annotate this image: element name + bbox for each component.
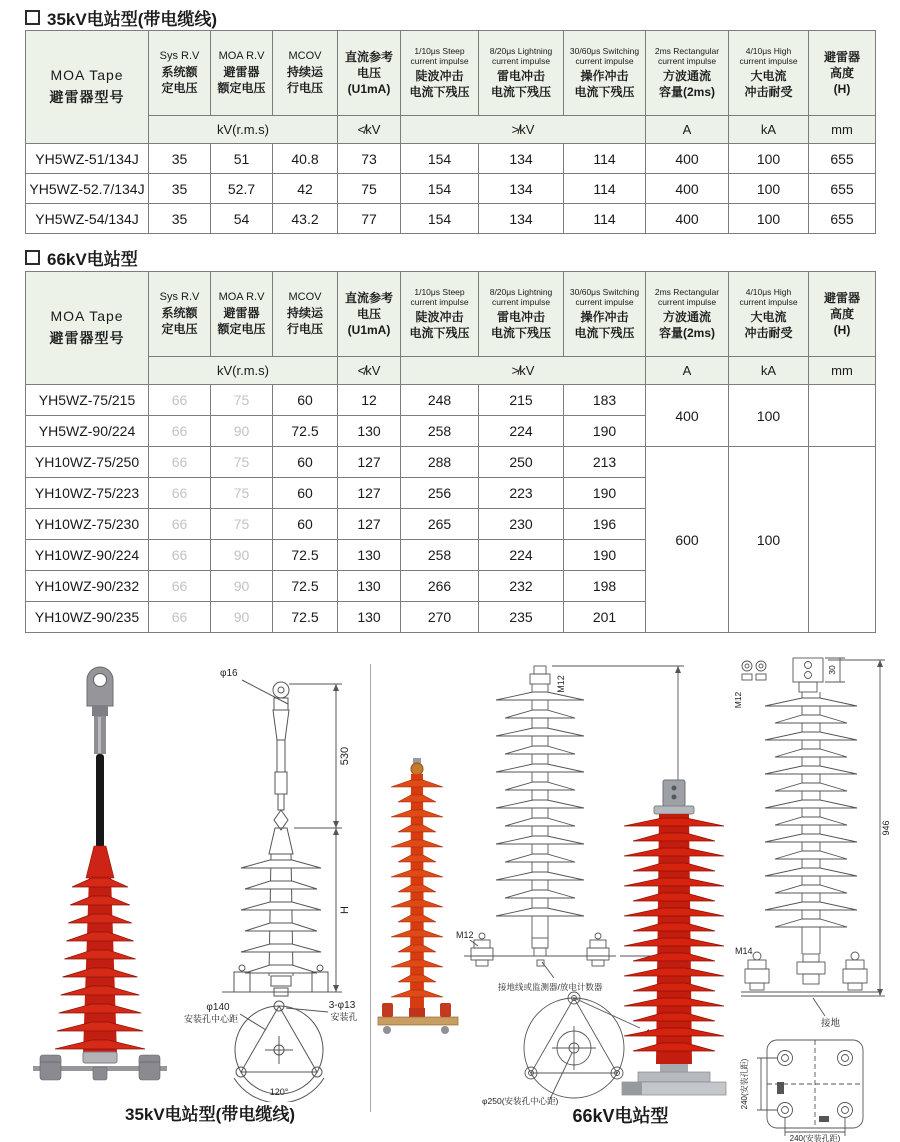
cell-value: 232 bbox=[479, 571, 564, 602]
cell-value: 66 bbox=[149, 540, 211, 571]
cell-value: 190 bbox=[564, 478, 646, 509]
cell-value: 400 bbox=[646, 174, 729, 204]
cell-value bbox=[809, 447, 876, 633]
header-cell: 4/10μs High current impulse 大电流 冲击耐受 bbox=[729, 272, 809, 357]
cell-value: 235 bbox=[479, 602, 564, 633]
cell-value: 655 bbox=[809, 144, 876, 174]
cell-value: 60 bbox=[273, 385, 338, 416]
header-cell: MOA R.V 避雷器 额定电压 bbox=[211, 272, 273, 357]
header-cell-model: MOA Tape 避雷器型号 bbox=[26, 272, 149, 385]
dim-m12-base-label: M12 bbox=[456, 930, 474, 940]
table-66kv bbox=[25, 271, 876, 633]
dim-phi140-label: φ140 bbox=[206, 1002, 230, 1013]
cell-value: 655 bbox=[809, 204, 876, 234]
cell-value: 43.2 bbox=[273, 204, 338, 234]
header-cell: Sys R.V 系统额 定电压 bbox=[149, 31, 211, 116]
drawings-section bbox=[0, 650, 900, 1142]
cell-value: 72.5 bbox=[273, 416, 338, 447]
cell-value: 60 bbox=[273, 509, 338, 540]
unit-cell: mm bbox=[809, 357, 876, 385]
cell-value: 35 bbox=[149, 144, 211, 174]
cell-value: 66 bbox=[149, 509, 211, 540]
header-cell: 避雷器 高度 (H) bbox=[809, 31, 876, 116]
header-cell: 避雷器 高度 (H) bbox=[809, 272, 876, 357]
header-cell: 8/20μs Lightning current impulse 雷电冲击 电流下残压 bbox=[479, 272, 564, 357]
cell-value: 66 bbox=[149, 447, 211, 478]
cell-value: 72.5 bbox=[273, 540, 338, 571]
cell-value: 75 bbox=[338, 174, 401, 204]
cell-value: 60 bbox=[273, 478, 338, 509]
dim-phi250-label: φ250(安装孔中心距) bbox=[482, 1096, 559, 1106]
header-cell: 直流参考 电压 (U1mA) bbox=[338, 31, 401, 116]
cell-value: 190 bbox=[564, 416, 646, 447]
cell-value: 400 bbox=[646, 385, 729, 447]
cell-value: 154 bbox=[401, 204, 479, 234]
unit-cell: A bbox=[646, 357, 729, 385]
cell-value: 230 bbox=[479, 509, 564, 540]
cell-value: 75 bbox=[211, 509, 273, 540]
cell-model: YH10WZ-75/223 bbox=[26, 478, 149, 509]
cell-value: 154 bbox=[401, 144, 479, 174]
cell-value: 100 bbox=[729, 204, 809, 234]
cell-value: 265 bbox=[401, 509, 479, 540]
cell-value: 66 bbox=[149, 385, 211, 416]
cell-value: 66 bbox=[149, 571, 211, 602]
header-cell: 1/10μs Steep current impulse 陡波冲击 电流下残压 bbox=[401, 31, 479, 116]
cell-model: YH5WZ-54/134J bbox=[26, 204, 149, 234]
caption-66kv: 66kV电站型 bbox=[572, 1106, 669, 1126]
cell-value: 213 bbox=[564, 447, 646, 478]
cell-model: YH5WZ-75/215 bbox=[26, 385, 149, 416]
cell-value: 90 bbox=[211, 540, 273, 571]
square-bullet-icon bbox=[25, 250, 40, 265]
cell-value: 90 bbox=[211, 571, 273, 602]
unit-cell: ≯kV bbox=[401, 357, 646, 385]
cell-value: 52.7 bbox=[211, 174, 273, 204]
cell-model: YH10WZ-90/235 bbox=[26, 602, 149, 633]
table-35kv bbox=[25, 30, 876, 234]
cell-value: 90 bbox=[211, 602, 273, 633]
cell-value: 114 bbox=[564, 204, 646, 234]
cell-value: 256 bbox=[401, 478, 479, 509]
cell-value: 72.5 bbox=[273, 571, 338, 602]
section-title-35kv-text: 35kV电站型(带电缆线) bbox=[47, 10, 218, 29]
unit-cell: kV(r.m.s) bbox=[149, 116, 338, 144]
section-title-66kv bbox=[25, 245, 138, 270]
cell-value: 66 bbox=[149, 416, 211, 447]
dim-phi140-note: 安装孔中心距 bbox=[184, 1014, 239, 1024]
cell-value: 400 bbox=[646, 204, 729, 234]
cell-value: 35 bbox=[149, 174, 211, 204]
ground-label: 接地 bbox=[821, 1018, 841, 1029]
cell-value: 73 bbox=[338, 144, 401, 174]
header-cell: 2ms Rectangular current impulse 方波通流 容量(2ms) bbox=[646, 31, 729, 116]
cell-value: 42 bbox=[273, 174, 338, 204]
cell-value: 130 bbox=[338, 602, 401, 633]
header-cell: MCOV 持续运 行电压 bbox=[273, 272, 338, 357]
unit-cell: mm bbox=[809, 116, 876, 144]
arrester-photo-35kv bbox=[25, 660, 175, 1100]
cell-value: 100 bbox=[729, 447, 809, 633]
drawing-66kv-dimensions bbox=[733, 652, 898, 1142]
header-cell: 30/60μs Switching current impulse 操作冲击 电流下残压 bbox=[564, 272, 646, 357]
cell-value: 258 bbox=[401, 540, 479, 571]
cell-model: YH10WZ-90/232 bbox=[26, 571, 149, 602]
unit-cell: A bbox=[646, 116, 729, 144]
cell-value: 100 bbox=[729, 174, 809, 204]
cell-value: 248 bbox=[401, 385, 479, 416]
unit-cell: kV(r.m.s) bbox=[149, 357, 338, 385]
dim-30-label: 30 bbox=[827, 665, 837, 675]
dim-phi16-label: φ16 bbox=[220, 668, 238, 679]
cell-value: 75 bbox=[211, 385, 273, 416]
unit-cell: kA bbox=[729, 116, 809, 144]
header-cell: Sys R.V 系统额 定电压 bbox=[149, 272, 211, 357]
cell-value: 66 bbox=[149, 602, 211, 633]
dim-m14-label: M14 bbox=[735, 946, 753, 956]
unit-cell: kA bbox=[729, 357, 809, 385]
cell-value: 100 bbox=[729, 144, 809, 174]
cell-value: 224 bbox=[479, 540, 564, 571]
dim-holes-label: 3-φ13 bbox=[328, 1000, 356, 1011]
header-cell: 4/10μs High current impulse 大电流 冲击耐受 bbox=[729, 31, 809, 116]
cell-model: YH5WZ-51/134J bbox=[26, 144, 149, 174]
cell-value: 51 bbox=[211, 144, 273, 174]
unit-cell: ≯kV bbox=[401, 116, 646, 144]
cell-model: YH10WZ-75/250 bbox=[26, 447, 149, 478]
cell-value: 72.5 bbox=[273, 602, 338, 633]
cell-value: 77 bbox=[338, 204, 401, 234]
cell-value: 183 bbox=[564, 385, 646, 416]
cell-value: 130 bbox=[338, 540, 401, 571]
cell-value: 154 bbox=[401, 174, 479, 204]
cell-value: 130 bbox=[338, 571, 401, 602]
cell-value: 12 bbox=[338, 385, 401, 416]
cell-value: 198 bbox=[564, 571, 646, 602]
dim-240-horizontal-label: 240(安装孔距) bbox=[789, 1134, 841, 1142]
dim-h-label: H bbox=[339, 906, 351, 914]
cell-model: YH10WZ-75/230 bbox=[26, 509, 149, 540]
cell-value: 201 bbox=[564, 602, 646, 633]
header-cell: MCOV 持续运 行电压 bbox=[273, 31, 338, 116]
square-bullet-icon bbox=[25, 10, 40, 25]
dim-240-vertical-label: 240(安装孔距) bbox=[740, 1058, 749, 1110]
section-title-66kv-text: 66kV电站型 bbox=[47, 250, 138, 269]
header-cell: MOA R.V 避雷器 额定电压 bbox=[211, 31, 273, 116]
cell-value: 60 bbox=[273, 447, 338, 478]
cell-value: 114 bbox=[564, 144, 646, 174]
cell-value: 215 bbox=[479, 385, 564, 416]
dim-holes-note: 安装孔 bbox=[330, 1012, 358, 1022]
header-cell: 8/20μs Lightning current impulse 雷电冲击 电流下残压 bbox=[479, 31, 564, 116]
cell-value: 127 bbox=[338, 478, 401, 509]
cell-value: 223 bbox=[479, 478, 564, 509]
cell-value: 134 bbox=[479, 204, 564, 234]
cell-model: YH10WZ-90/224 bbox=[26, 540, 149, 571]
cell-value: 655 bbox=[809, 174, 876, 204]
header-cell: 30/60μs Switching current impulse 操作冲击 电流下残压 bbox=[564, 31, 646, 116]
ground-note-label: 接地线或监测器/放电计数器 bbox=[498, 982, 603, 992]
cell-value: 224 bbox=[479, 416, 564, 447]
cell-value: 270 bbox=[401, 602, 479, 633]
unit-cell: ≮kV bbox=[338, 357, 401, 385]
cell-value: 196 bbox=[564, 509, 646, 540]
cell-value: 127 bbox=[338, 509, 401, 540]
cell-value: 66 bbox=[149, 478, 211, 509]
cell-value: 90 bbox=[211, 416, 273, 447]
header-cell: 2ms Rectangular current impulse 方波通流 容量(2ms) bbox=[646, 272, 729, 357]
cell-value: 114 bbox=[564, 174, 646, 204]
arrester-photo-66kv bbox=[608, 778, 740, 1102]
cell-value: 75 bbox=[211, 478, 273, 509]
section-title-35kv bbox=[25, 5, 217, 30]
cell-value: 190 bbox=[564, 540, 646, 571]
cell-value: 134 bbox=[479, 174, 564, 204]
dim-946-label: 946 bbox=[881, 820, 891, 836]
cell-value: 288 bbox=[401, 447, 479, 478]
cell-value: 100 bbox=[729, 385, 809, 447]
dim-m12-label: M12 bbox=[733, 691, 743, 709]
cell-value: 130 bbox=[338, 416, 401, 447]
cell-value: 35 bbox=[149, 204, 211, 234]
cell-value: 134 bbox=[479, 144, 564, 174]
header-cell-model: MOA Tape 避雷器型号 bbox=[26, 31, 149, 144]
header-cell: 直流参考 电压 (U1mA) bbox=[338, 272, 401, 357]
dim-angle-label: 120° bbox=[269, 1087, 289, 1097]
cell-value: 250 bbox=[479, 447, 564, 478]
caption-35kv: 35kV电站型(带电缆线) bbox=[124, 1105, 296, 1124]
cell-value: 400 bbox=[646, 144, 729, 174]
drawing-35kv-outline bbox=[182, 658, 372, 1102]
cell-value: 266 bbox=[401, 571, 479, 602]
unit-cell: ≮kV bbox=[338, 116, 401, 144]
cell-value: 75 bbox=[211, 447, 273, 478]
cell-value: 127 bbox=[338, 447, 401, 478]
cell-model: YH5WZ-52.7/134J bbox=[26, 174, 149, 204]
cell-model: YH5WZ-90/224 bbox=[26, 416, 149, 447]
header-cell: 1/10μs Steep current impulse 陡波冲击 电流下残压 bbox=[401, 272, 479, 357]
dim-m12-top-label: M12 bbox=[556, 675, 566, 693]
dim-530-label: 530 bbox=[339, 746, 351, 766]
cell-value bbox=[809, 385, 876, 447]
cell-value: 600 bbox=[646, 447, 729, 633]
cell-value: 258 bbox=[401, 416, 479, 447]
cell-value: 54 bbox=[211, 204, 273, 234]
section-divider bbox=[370, 664, 371, 1112]
cell-value: 40.8 bbox=[273, 144, 338, 174]
